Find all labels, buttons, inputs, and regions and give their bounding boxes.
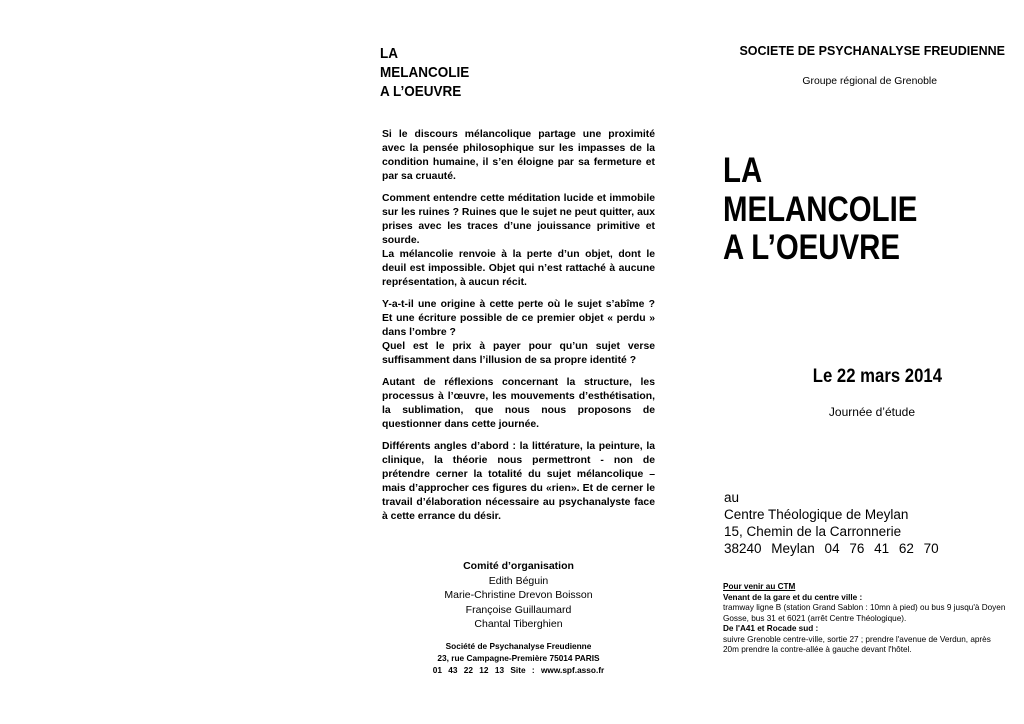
from-highway-text: suivre Grenoble centre-ville, sortie 27 ; prendre l'avenue de Verdun, après 20m prendre la contre-allée à gauche devant l'hôtel.	[723, 634, 991, 654]
main-title-line-2: MELANCOLIE	[723, 189, 918, 229]
spf-contact-block	[382, 640, 655, 676]
committee-member: Marie-Christine Drevon Boisson	[444, 589, 593, 601]
venue-street: 15, Chemin de la Carronnerie	[724, 524, 902, 539]
venue-city-phone: 38240 Meylan 04 76 41 62 70	[724, 541, 939, 556]
from-station-heading: Venant de la gare et du centre ville :	[723, 592, 863, 602]
directions-block	[723, 582, 1008, 656]
paragraph-text: Si le discours mélancolique partage une proximité avec la pensée philosophique sur les impasses de la condition humaine, il s’en éloigne par sa fermeture et par sa cruauté.	[382, 129, 655, 182]
body-text	[382, 128, 655, 532]
spf-name: Société de Psychanalyse Freudienne	[445, 641, 592, 651]
paragraph-text: Y-a-t-il une origine à cette perte où le sujet s’abîme ? Et une écriture possible de ce premier objet « perdu » dans l’ombre ?	[382, 299, 655, 338]
event-date: Le 22 mars 2014	[812, 366, 942, 387]
main-title	[723, 152, 967, 268]
left-title-line-1: LA	[380, 45, 398, 62]
venue-name: Centre Théologique de Meylan	[724, 507, 909, 522]
committee-member: Edith Béguin	[488, 574, 549, 587]
main-title-line-1: LA	[723, 151, 763, 190]
paragraph-3	[382, 298, 655, 368]
committee-member: Chantal Tiberghien	[474, 618, 563, 630]
from-highway-heading: De l'A41 et Rocade sud :	[723, 624, 819, 633]
from-station-text: tramway ligne B (station Grand Sablon : 10mn à pied) ou bus 9 jusqu'à Doyen Gosse, bus 31 et 6021 (arrêt Centre Théologique).	[723, 603, 1006, 623]
paragraph-2	[382, 192, 655, 290]
directions-heading: Pour venir au CTM	[723, 582, 796, 591]
paragraph-text: Autant de réflexions concernant la structure, les processus à l’œuvre, les mouvements d’esthétisation, la sublimation, que nous nous proposons de questionner dans cette journée.	[382, 377, 655, 430]
venue-block	[724, 489, 1004, 557]
committee-title: Comité d’organisation	[463, 560, 574, 572]
committee-member: Françoise Guillaumard	[465, 603, 572, 616]
paragraph-text: Différents angles d’abord : la littérature, la peinture, la clinique, la théorie nous permettront - non de prétendre cerner la totalité du sujet mélancolique – mais d’approcher ces figures du «rien». Et de cerner le travail d’élaboration nécessaire au psychanalyste face à cette errance du désir.	[382, 441, 655, 522]
event-type: Journée d’étude	[828, 405, 915, 419]
paragraph-text: Comment entendre cette méditation lucide et immobile sur les ruines ? Ruines que le sujet ne peut quitter, aux prises avec les traces d’une jouissance primitive et sourde.	[382, 193, 655, 246]
paragraph-text: La mélancolie renvoie à la perte d’un objet, dont le deuil est impossible. Objet qui n’est rattaché à aucune représentation, à aucun récit.	[382, 249, 655, 288]
paragraph-1	[382, 128, 655, 184]
left-title-line-2: MELANCOLIE	[380, 64, 470, 81]
paragraph-5	[382, 440, 655, 524]
left-title-line-3: A L’OEUVRE	[380, 83, 462, 100]
society-name: SOCIETE DE PSYCHANALYSE FREUDIENNE	[739, 44, 1005, 58]
paragraph-text: Quel est le prix à payer pour qu’un sujet verse suffisamment dans l’illusion de sa propre identité ?	[382, 341, 655, 366]
spf-address: 23, rue Campagne-Première 75014 PARIS	[437, 653, 600, 663]
spf-phone-website: 01 43 22 12 13 Site : www.spf.asso.fr	[432, 665, 605, 675]
main-title-line-3: A L’OEUVRE	[723, 228, 900, 267]
organizing-committee	[382, 559, 655, 632]
left-title	[380, 44, 560, 101]
paragraph-4	[382, 376, 655, 432]
venue-prefix: au	[724, 490, 740, 505]
group-name: Groupe régional de Grenoble	[802, 76, 937, 87]
